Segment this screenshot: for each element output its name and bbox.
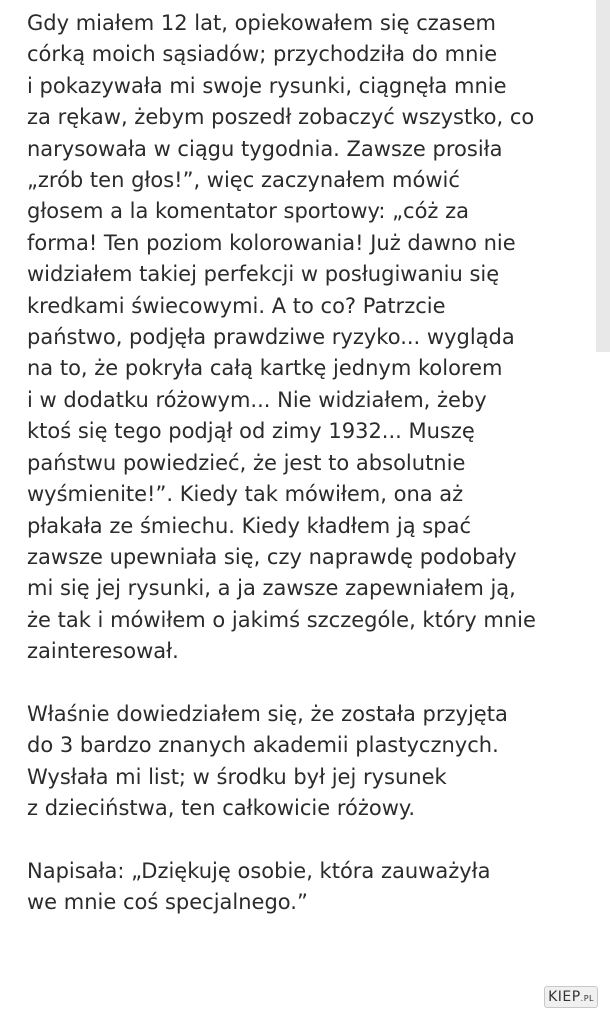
text-line: zainteresował. bbox=[27, 639, 179, 664]
text-line: Wysłała mi list; w środku był jej rysunek bbox=[27, 764, 447, 789]
paragraph-3 bbox=[27, 856, 602, 919]
text-line: mi się jej rysunki, a ja zawsze zapewniałem ją, bbox=[27, 576, 516, 601]
watermark-suffix: .PL bbox=[580, 994, 594, 1003]
text-line: kredkami świecowymi. A to co? Patrzcie bbox=[27, 293, 446, 318]
text-line: państwo, podjęła prawdziwe ryzyko... wygląda bbox=[27, 325, 515, 350]
text-line: we mnie coś specjalnego.” bbox=[27, 890, 308, 915]
text-line: wyśmienite!”. Kiedy tak mówiłem, ona aż bbox=[27, 482, 464, 507]
text-line: że tak i mówiłem o jakimś szczególe, który mnie bbox=[27, 607, 536, 632]
watermark-main: KIEP bbox=[548, 989, 581, 1005]
text-line: forma! Ten poziom kolorowania! Już dawno nie bbox=[27, 230, 516, 255]
text-line: do 3 bardzo znanych akademii plastycznych. bbox=[27, 733, 499, 758]
text-line: i pokazywała mi swoje rysunki, ciągnęła mnie bbox=[27, 73, 507, 98]
text-line: państwu powiedzieć, że jest to absolutnie bbox=[27, 450, 466, 475]
text-line: za rękaw, żebym poszedł zobaczyć wszystko, co bbox=[27, 105, 535, 130]
text-line: widziałem takiej perfekcji w posługiwaniu się bbox=[27, 262, 500, 287]
paragraph-gap bbox=[27, 825, 602, 856]
paragraph-2 bbox=[27, 699, 602, 825]
text-line: głosem a la komentator sportowy: „cóż za bbox=[27, 199, 470, 224]
text-line: płakała ze śmiechu. Kiedy kładłem ją spać bbox=[27, 513, 471, 538]
story-text bbox=[27, 8, 602, 919]
text-line: na to, że pokryła całą kartkę jednym kolorem bbox=[27, 356, 503, 381]
paragraph-1 bbox=[27, 8, 602, 668]
text-line: córką moich sąsiadów; przychodziła do mnie bbox=[27, 42, 498, 67]
text-line: z dzieciństwa, ten całkowicie różowy. bbox=[27, 796, 416, 821]
text-line: Napisała: „Dziękuję osobie, która zauważyła bbox=[27, 858, 491, 883]
text-line: zawsze upewniała się, czy naprawdę podobały bbox=[27, 544, 517, 569]
site-watermark-logo bbox=[544, 986, 598, 1008]
text-line: ktoś się tego podjął od zimy 1932... Muszę bbox=[27, 419, 475, 444]
text-line: Właśnie dowiedziałem się, że została przyjęta bbox=[27, 701, 508, 726]
text-line: „zrób ten głos!”, więc zaczynałem mówić bbox=[27, 168, 460, 193]
paragraph-gap bbox=[27, 668, 602, 699]
text-line: Gdy miałem 12 lat, opiekowałem się czasem bbox=[27, 11, 496, 35]
text-line: narysowała w ciągu tygodnia. Zawsze prosiła bbox=[27, 136, 503, 161]
text-line: i w dodatku różowym... Nie widziałem, żeby bbox=[27, 387, 487, 412]
